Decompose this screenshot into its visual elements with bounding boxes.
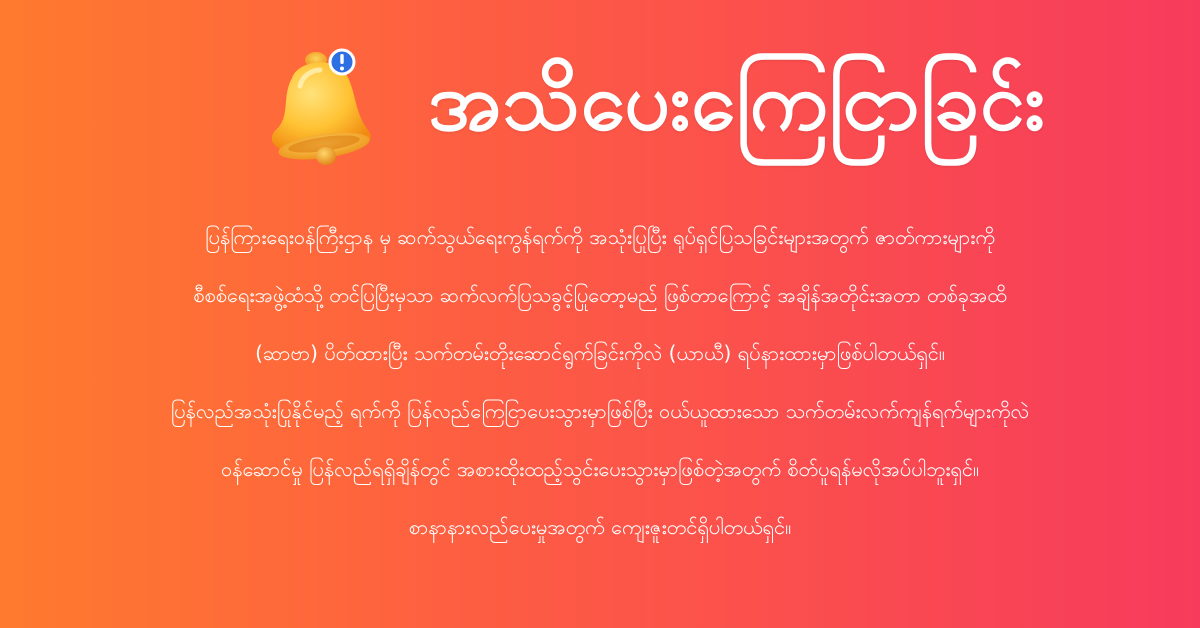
announcement-line: ပြန်လည်အသုံးပြုနိုင်မည့် ရက်ကို ပြန်လည်ကြေငြာပေးသွားမှာဖြစ်ပြီး ဝယ်ယူထားသော သက်တမ်းလက်ကျန်ရက်များကိုလဲ (170, 399, 1030, 423)
announcement-text (40, 208, 1160, 556)
bell-icon (262, 38, 390, 168)
announcement-line: (ဆာဗာ) ပိတ်ထားပြီး သက်တမ်းတိုးဆောင်ရွက်ခြင်းကိုလဲ (ယာယီ) ရပ်နားထားမှာဖြစ်ပါတယ်ရှင်။ (255, 341, 945, 365)
header (0, 30, 1200, 180)
announcement-line: စာနာနားလည်ပေးမှုအတွက် ကျေးဇူးတင်ရှိပါတယ်ရှင်။ (408, 515, 792, 539)
page-title: အသိပေးကြေငြာခြင်း (428, 55, 1046, 148)
announcement-line: ဝန်ဆောင်မှု ပြန်လည်ရရှိချိန်တွင် အစားထိုးထည့်သွင်းပေးသွားမှာဖြစ်တဲ့အတွက် စိတ်ပူရန်မလိုအပ်ပါဘူးရှင်။ (220, 457, 980, 481)
announcement-line: ပြန်ကြားရေးဝန်ကြီးဌာန မှ ဆက်သွယ်ရေးကွန်ရက်ကို အသုံးပြုပြီး ရုပ်ရှင်ပြသခြင်းများအတွက် ဇာတ်ကားများကို (205, 225, 995, 249)
announcement-line: စီစစ်ရေးအဖွဲ့ထံသို့ တင်ပြပြီးမှသာ ဆက်လက်ပြသခွင့်ပြုတော့မည် ဖြစ်တာကြောင့် အချိန်အတိုင်းအတာ တစ်ခုအထိ (193, 283, 1007, 307)
